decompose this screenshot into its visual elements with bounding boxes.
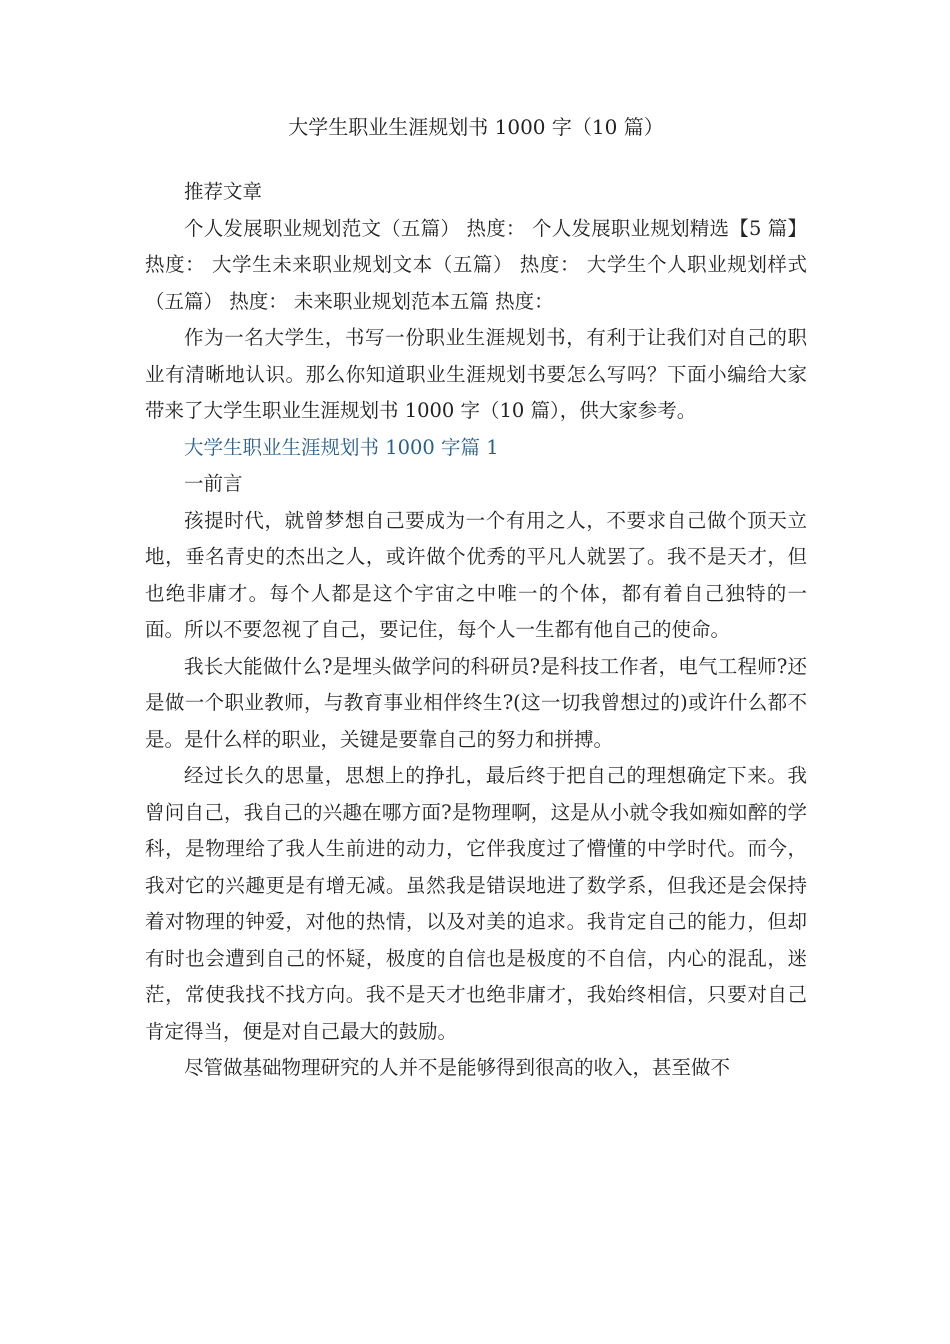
recommend-label: 推荐文章 (184, 180, 263, 203)
body-paragraph: 尽管做基础物理研究的人并不是能够得到很高的收入，甚至做不 (184, 1056, 731, 1079)
intro-paragraph: 作为一名大学生，书写一份职业生涯规划书，有利于让我们对自己的职业有清晰地认识。那么你知道职业生涯规划书要怎么写吗？下面小编给大家带来了大学生职业生涯规划书 1000 字（10 篇），供大家参考。 (145, 326, 807, 422)
document-title: 大学生职业生涯规划书 1000 字（10 篇） (288, 115, 664, 139)
body-paragraph: 经过长久的思量，思想上的挣扎，最后终于把自己的理想确定下来。我曾问自己，我自己的兴趣在哪方面?是物理啊，这是从小就令我如痴如醉的学科，是物理给了我人生前进的动力，它伴我度过了懵懂的中学时代。而今，我对它的兴趣更是有增无减。虽然我是错误地进了数学系，但我还是会保持着对物理的钟爱，对他的热情，以及对美的追求。我肯定自己的能力，但却有时也会遭到自己的怀疑，极度的自信也是极度的不自信，内心的混乱，迷茫，常使我找不找方向。我不是天才也绝非庸才，我始终相信，只要对自己肯定得当，便是对自己最大的鼓励。 (145, 764, 807, 1043)
body-paragraph: 我长大能做什么?是埋头做学问的科研员?是科技工作者，电气工程师?还是做一个职业教师，与教育事业相伴终生?(这一切我曾想过的)或许什么都不是。是什么样的职业，关键是要靠自己的努力和拼搏。 (145, 654, 807, 751)
document-page (145, 106, 807, 1087)
section-heading: 大学生职业生涯规划书 1000 字篇 1 (184, 435, 499, 459)
recommend-list: 个人发展职业规划范文（五篇） 热度： 个人发展职业规划精选【5 篇】 热度： 大学生未来职业规划文本（五篇） 热度： 大学生个人职业规划样式（五篇） 热度： 未来职业规划范本五篇 热度： (145, 216, 807, 313)
preface-label: 一前言 (184, 472, 243, 495)
body-paragraph: 孩提时代，就曾梦想自己要成为一个有用之人，不要求自己做个顶天立地，垂名青史的杰出之人，或许做个优秀的平凡人就罢了。我不是天才，但也绝非庸才。每个人都是这个宇宙之中唯一的个体，都有着自己独特的一面。所以不要忽视了自己，要记住，每个人一生都有他自己的使命。 (145, 508, 807, 641)
